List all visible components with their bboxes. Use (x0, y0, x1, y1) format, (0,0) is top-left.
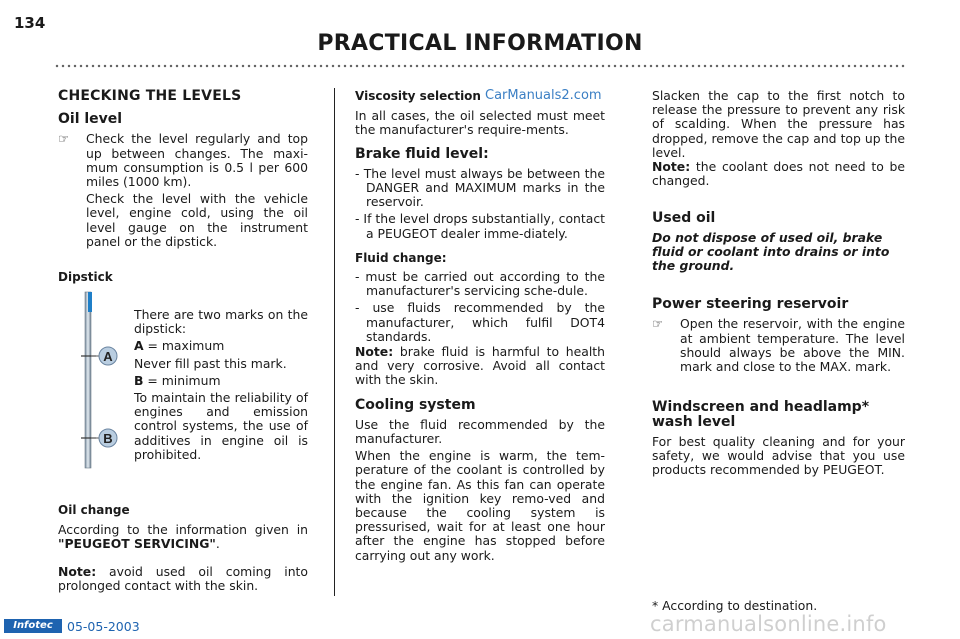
oil-level-check-text: Check the level with the vehicle level, engine cold, using the oil level gauge on the instrument panel or the dipstick. (86, 191, 308, 249)
footer-date: 05-05-2003 (67, 619, 140, 634)
viscosity-heading: Viscosity selection (355, 89, 481, 103)
slacken-text: Slacken the cap to the first notch to release the pressure to prevent any risk of scalding. When the pressure has dropped, remove the cap and top up the level. (652, 88, 905, 160)
mark-a-note: Never fill past this mark. (134, 355, 287, 371)
cooling-text-2: When the engine is warm, the tem-perature of the coolant is controlled by the engine fan. As this fan can operate with the ignition key remo-ved and because the cooling system is pressurised, wait for at least one hour after the engine has stopped before carrying out any work. (355, 448, 605, 563)
section-heading: CHECKING THE LEVELS (58, 88, 242, 104)
mark-a-line (134, 339, 308, 353)
used-oil-text: Do not dispose of used oil, brake fluid or coolant into drains or into the ground. (652, 229, 890, 274)
used-oil-heading: Used oil (652, 210, 716, 227)
hand-pointer-icon: ☞ (652, 316, 664, 332)
watermark: CarManuals2.com (485, 88, 602, 103)
mark-b-text: = minimum (143, 372, 221, 388)
cooling-heading: Cooling system (355, 396, 476, 413)
oil-level-text: Check the level regularly and top up between changes. The maxi-mum consumption is 0.5 l per 600 miles (1000 km). (86, 131, 308, 190)
infotec-logo: Infotec (4, 619, 62, 633)
washer-heading-line-1: Windscreen and headlamp* (652, 399, 870, 416)
brake-fluid-item-1: - The level must always be between the DANGER and MAXIMUM marks in the reservoir. (355, 165, 605, 210)
dipstick-heading: Dipstick (58, 270, 113, 285)
fluid-change-heading: Fluid change: (355, 250, 447, 265)
oil-note-text: avoid used oil coming into prolonged contact with the skin. (58, 563, 308, 593)
washer-text: For best quality cleaning and for your safety, we would advise that you use products recommended by PEUGEOT. (652, 433, 905, 478)
svg-text:B: B (103, 431, 113, 446)
mark-b-icon (99, 429, 117, 447)
additives-text: To maintain the reliability of engines and emission control systems, the use of additives in engine oil is prohibited. (134, 390, 308, 462)
mark-a-icon (99, 347, 117, 365)
brake-fluid-item-2: - If the level drops substantially, contact a PEUGEOT dealer imme-diately. (355, 211, 605, 241)
oil-note (58, 565, 308, 593)
column-1 (58, 89, 308, 284)
page-number: 134 (14, 14, 46, 32)
oil-change-end: . (215, 536, 220, 552)
column-divider (334, 88, 335, 596)
viscosity-text: In all cases, the oil selected must meet the manufacturer's require-ments. (355, 108, 605, 138)
brake-note (355, 345, 605, 388)
oil-level-heading: Oil level (58, 111, 123, 128)
mark-a-text: = maximum (143, 338, 225, 354)
footer-site-watermark: carmanualsonline.info (650, 612, 887, 636)
oil-change-section (58, 503, 308, 593)
svg-text:A: A (103, 349, 113, 364)
mark-a-label: A (134, 338, 144, 354)
coolant-note-text: the coolant does not need to be changed. (652, 159, 905, 189)
oil-change-heading: Oil change (58, 503, 130, 517)
dipstick-marks-text: There are two marks on the dipstick: (134, 307, 308, 337)
power-steering-heading: Power steering reservoir (652, 296, 849, 313)
page-title: PRACTICAL INFORMATION (317, 31, 643, 56)
coolant-note (652, 160, 905, 188)
hand-pointer-icon: ☞ (58, 131, 70, 147)
mark-b-label: B (134, 372, 144, 388)
brake-note-text: brake fluid is harmful to health and very corrosive. Avoid all contact with the skin. (355, 344, 605, 388)
oil-level-bullet (58, 132, 308, 189)
mark-b-line (134, 374, 308, 388)
oil-change-text (58, 523, 308, 551)
dipstick-illustration (66, 290, 132, 470)
brake-note-label: Note: (355, 344, 394, 360)
footnote: * According to destination. (652, 598, 818, 613)
power-steering-text: Open the reservoir, with the engine at ambient temperature. The level should always be above the MIN. mark and close to the MAX. mark. (680, 316, 905, 375)
dipstick-description (134, 308, 308, 462)
oil-change-reference: "PEUGEOT SERVICING" (58, 536, 216, 552)
oil-note-label: Note: (58, 563, 97, 579)
coolant-note-label: Note: (652, 159, 691, 175)
power-steering-bullet (652, 317, 905, 374)
cooling-text-1: Use the fluid recommended by the manufacturer. (355, 416, 605, 447)
column-2 (355, 89, 605, 563)
fluid-change-item-2: - use fluids recommended by the manufacturer, which fulfil DOT4 standards. (355, 300, 605, 344)
fluid-change-item-1: - must be carried out according to the manufacturer's servicing sche-dule. (355, 269, 605, 299)
column-3 (652, 89, 905, 477)
oil-change-intro: According to the information given in (58, 522, 308, 538)
brake-fluid-heading: Brake fluid level: (355, 145, 489, 162)
washer-heading-line-2: wash level (652, 414, 736, 431)
title-divider (54, 64, 906, 68)
